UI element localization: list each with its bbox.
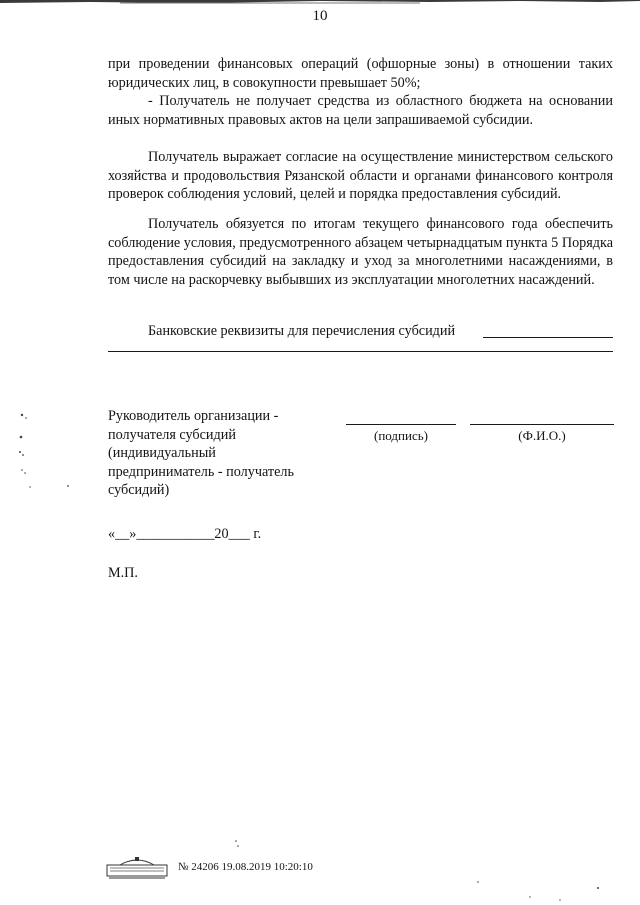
bank-details-label: Банковские реквизиты для перечисления субсидий: [148, 323, 456, 339]
signatory-line4: предприниматель - получатель: [108, 463, 294, 480]
scan-top-edge: [0, 0, 640, 8]
stamp-label: М.П.: [108, 565, 138, 581]
signatory-block: [108, 407, 328, 500]
date-line: «__»___________20___ г.: [108, 526, 262, 542]
registry-logo-icon: [106, 855, 168, 879]
bank-details-fill-line-2: [108, 351, 613, 352]
paragraph-obligation: Получатель обязуется по итогам текущего финансового года обеспечить соблюдение условия, предусмотренного абзацем четырнадцатым пункта 5 Порядка предоставления субсидий на закладку и уход за многолетними насаждениями, в том числе на раскорчевку выбывших из эксплуатации многолетних насаждений.: [108, 216, 613, 288]
signatory-line1: Руководитель организации -: [108, 408, 279, 424]
signatory-line5: субсидий): [108, 482, 170, 499]
registration-number: № 24206 19.08.2019 10:20:10: [178, 861, 313, 873]
paragraph-offshore-line1: при проведении финансовых операций (офшорные зоны) в отношении таких: [108, 56, 613, 72]
name-caption: (Ф.И.О.): [518, 428, 566, 443]
name-line: [470, 424, 614, 425]
page-number: 10: [312, 8, 328, 24]
bank-details-fill-line: [483, 337, 613, 338]
paragraph-offshore-line2: юридических лиц, в совокупности превышает 50%;: [108, 75, 421, 91]
paragraph-consent-inspections: Получатель выражает согласие на осуществление министерством сельского хозяйства и продовольствия Рязанской области и органами финансового контроля проверок соблюдения условий, целей и порядка предоставления субсидий.: [108, 149, 613, 203]
signature-caption: (подпись): [374, 428, 428, 443]
signatory-line3: (индивидуальный: [108, 445, 216, 462]
paragraph-no-regional-funds: - Получатель не получает средства из областного бюджета на основании иных нормативных правовых актов на цели запрашиваемой субсидии.: [108, 93, 613, 128]
signature-line: [346, 424, 456, 425]
signatory-line2: получателя субсидий: [108, 426, 236, 443]
